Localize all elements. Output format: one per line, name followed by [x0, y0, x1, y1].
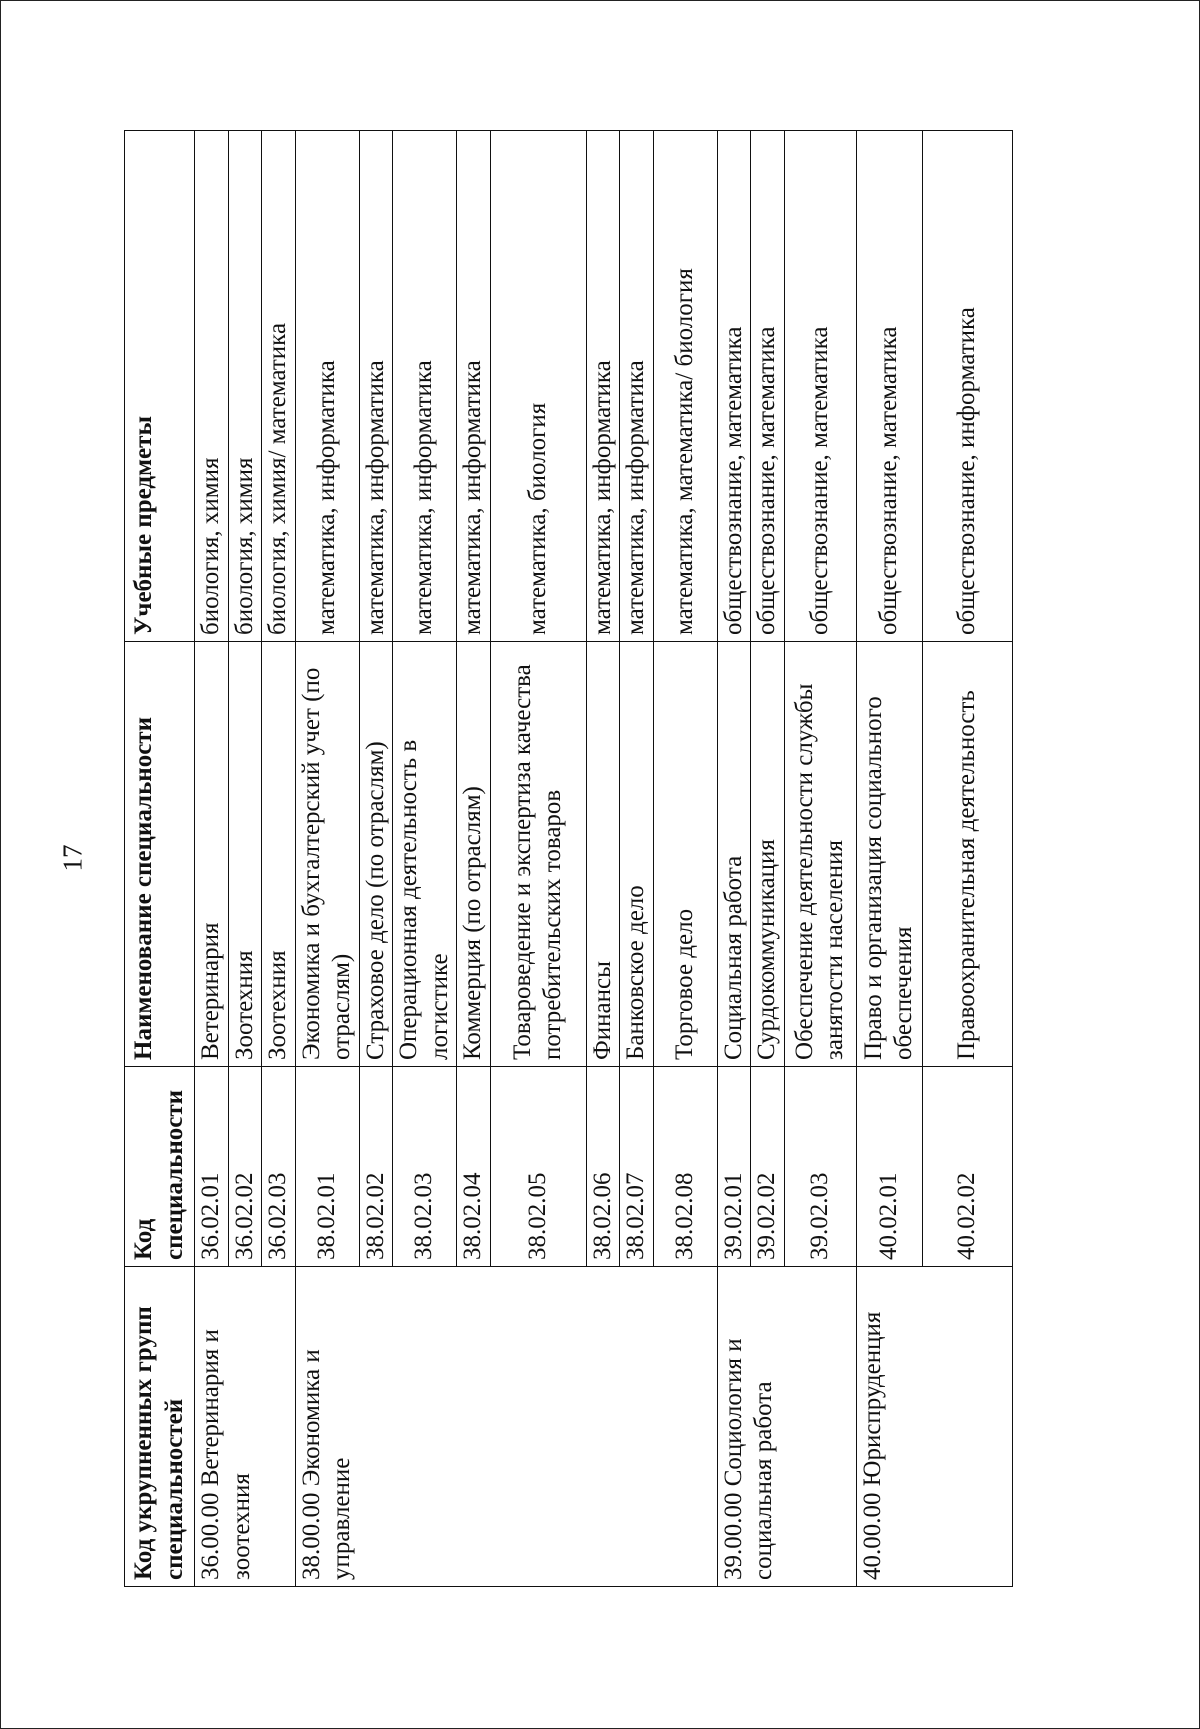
subjects-cell: математика, информатика: [393, 131, 457, 642]
subjects-cell: математика, математика/ биология: [653, 131, 717, 642]
specialty-name-cell: Финансы: [586, 642, 620, 1067]
specialty-name-cell: Экономика и бухгалтерский учет (по отраслям): [295, 642, 359, 1067]
specialty-name-cell: Обеспечение деятельности службы занятости населения: [784, 642, 856, 1067]
specialty-code-cell: 39.02.02: [751, 1067, 785, 1267]
specialty-name-cell: Право и организация социального обеспечения: [856, 642, 922, 1067]
subjects-cell: обществознание, информатика: [922, 131, 1012, 642]
subjects-cell: обществознание, математика: [784, 131, 856, 642]
specialty-name-cell: Социальная работа: [717, 642, 751, 1067]
specialty-name-cell: Торговое дело: [653, 642, 717, 1067]
specialty-code-cell: 38.02.02: [359, 1067, 393, 1267]
subjects-cell: математика, информатика: [359, 131, 393, 642]
page-number: 17: [57, 844, 88, 872]
specialty-name-cell: Зоотехния: [262, 642, 296, 1067]
specialty-code-cell: 39.02.01: [717, 1067, 751, 1267]
specialties-table: [124, 130, 1013, 1587]
specialty-code-cell: 38.02.03: [393, 1067, 457, 1267]
subjects-cell: обществознание, математика: [717, 131, 751, 642]
header-specialty-code: Код специальности: [125, 1067, 195, 1267]
subjects-cell: математика, информатика: [457, 131, 491, 642]
subjects-cell: обществознание, математика: [856, 131, 922, 642]
subjects-cell: математика, информатика: [620, 131, 654, 642]
group-cell: 39.00.00 Социология и социальная работа: [717, 1267, 856, 1587]
specialty-code-cell: 38.02.07: [620, 1067, 654, 1267]
specialty-name-cell: Ветеринария: [195, 642, 229, 1067]
table-row: [195, 131, 229, 1587]
specialty-code-cell: 38.02.06: [586, 1067, 620, 1267]
subjects-cell: обществознание, математика: [751, 131, 785, 642]
specialty-name-cell: Товароведение и экспертиза качества потребительских товаров: [490, 642, 586, 1067]
subjects-cell: биология, химия/ математика: [262, 131, 296, 642]
table-row: [717, 131, 751, 1587]
specialty-code-cell: 36.02.02: [228, 1067, 262, 1267]
specialty-code-cell: 40.02.01: [856, 1067, 922, 1267]
subjects-cell: математика, информатика: [586, 131, 620, 642]
table-row: [856, 131, 922, 1587]
header-specialty-name: Наименование специальности: [125, 642, 195, 1067]
specialty-code-cell: 38.02.01: [295, 1067, 359, 1267]
specialty-code-cell: 38.02.04: [457, 1067, 491, 1267]
table-header-row: [125, 131, 195, 1587]
specialty-name-cell: Коммерция (по отраслям): [457, 642, 491, 1067]
rotated-table-container: [124, 131, 1013, 1587]
group-cell: 40.00.00 Юриспруденция: [856, 1267, 1012, 1587]
subjects-cell: математика, информатика: [295, 131, 359, 642]
specialty-code-cell: 36.02.03: [262, 1067, 296, 1267]
subjects-cell: биология, химия: [228, 131, 262, 642]
specialty-name-cell: Банковское дело: [620, 642, 654, 1067]
specialty-name-cell: Сурдокоммуникация: [751, 642, 785, 1067]
group-cell: 38.00.00 Экономика и управление: [295, 1267, 717, 1587]
specialty-name-cell: Правоохранительная деятельность: [922, 642, 1012, 1067]
specialty-name-cell: Операционная деятельность в логистике: [393, 642, 457, 1067]
specialty-code-cell: 36.02.01: [195, 1067, 229, 1267]
group-cell: 36.00.00 Ветеринария и зоотехния: [195, 1267, 296, 1587]
subjects-cell: математика, биология: [490, 131, 586, 642]
specialty-code-cell: 38.02.05: [490, 1067, 586, 1267]
specialty-name-cell: Страховое дело (по отраслям): [359, 642, 393, 1067]
specialty-code-cell: 40.02.02: [922, 1067, 1012, 1267]
subjects-cell: биология, химия: [195, 131, 229, 642]
table-row: [295, 131, 359, 1587]
header-subjects: Учебные предметы: [125, 131, 195, 642]
header-group-code: Код укрупненных групп специальностей: [125, 1267, 195, 1587]
specialty-code-cell: 39.02.03: [784, 1067, 856, 1267]
specialty-name-cell: Зоотехния: [228, 642, 262, 1067]
specialty-code-cell: 38.02.08: [653, 1067, 717, 1267]
